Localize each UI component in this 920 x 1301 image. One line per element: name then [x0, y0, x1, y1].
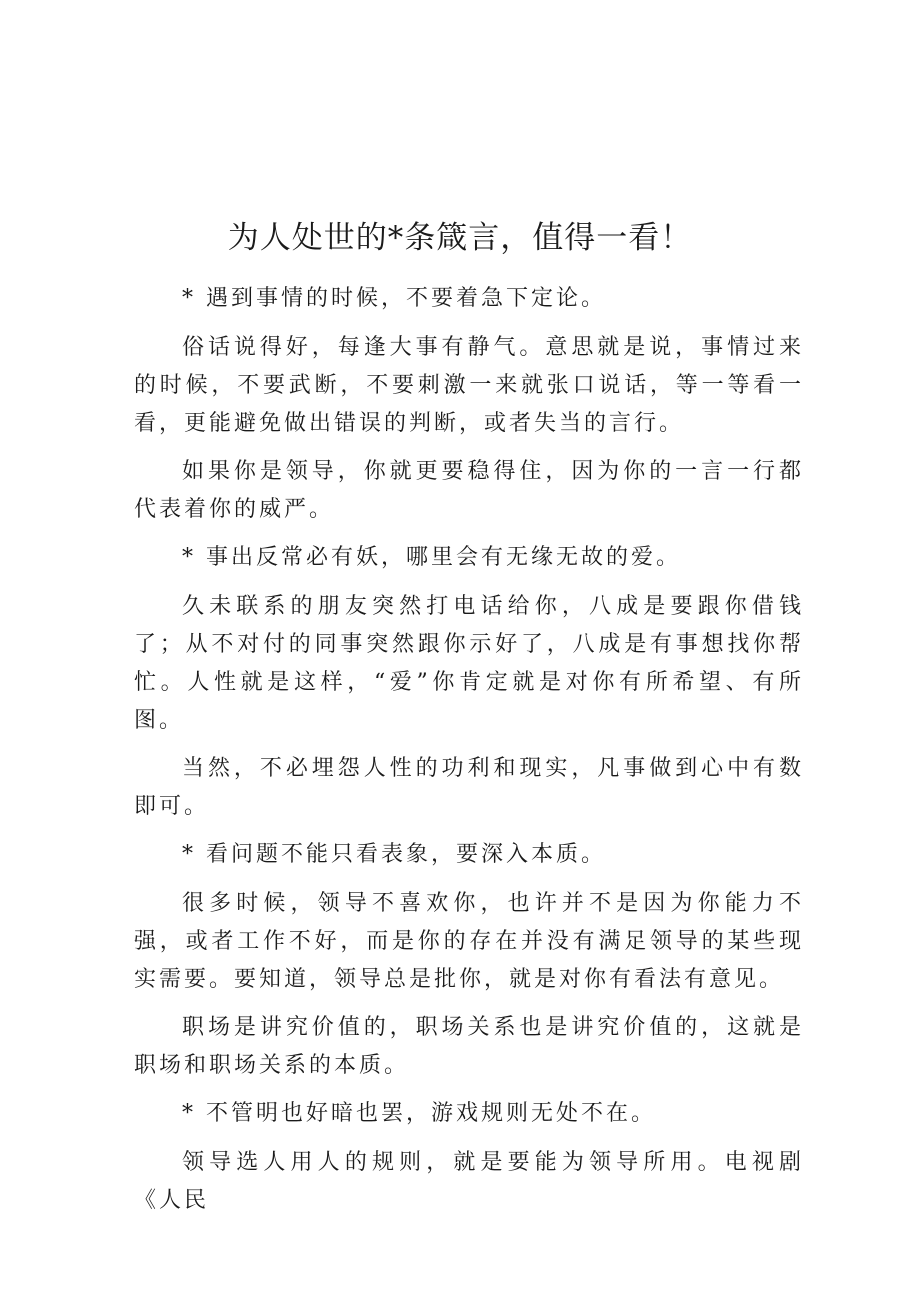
point-heading-4: * 不管明也好暗也罢，游戏规则无处不在。: [182, 1101, 656, 1126]
paragraph: 职场是讲究价值的，职场关系也是讲究价值的，这就是职场和职场关系的本质。: [134, 1015, 804, 1078]
paragraph: 俗话说得好，每逢大事有静气。意思就是说，事情过来的时候，不要武断，不要刺激一来就张口说话，等一等看一看，更能避免做出错误的判断，或者失当的言行。: [134, 335, 804, 436]
paragraph: 久未联系的朋友突然打电话给你，八成是要跟你借钱了；从不对付的同事突然跟你示好了，八成是有事想找你帮忙。人性就是这样，“爱”你肯定就是对你有所希望、有所图。: [134, 594, 804, 733]
point-heading-3: * 看问题不能只看表象，要深入本质。: [182, 842, 606, 867]
paragraph: 领导选人用人的规则，就是要能为领导所用。电视剧《人民: [134, 1150, 804, 1213]
paragraph: 很多时候，领导不喜欢你，也许并不是因为你能力不强，或者工作不好，而是你的存在并没有满足领导的某些现实需要。要知道，领导总是批你，就是对你有看法有意见。: [134, 891, 804, 992]
point-heading-2: * 事出反常必有妖，哪里会有无缘无故的爱。: [182, 545, 681, 570]
document-body: [134, 280, 804, 1230]
paragraph: 如果你是领导，你就更要稳得住，因为你的一言一行都代表着你的威严。: [134, 459, 804, 522]
document-title: 为人处世的*条箴言，值得一看！: [227, 220, 693, 256]
point-heading-1: * 遇到事情的时候，不要着急下定论。: [182, 286, 606, 311]
paragraph: 当然，不必埋怨人性的功利和现实，凡事做到心中有数即可。: [134, 756, 804, 819]
